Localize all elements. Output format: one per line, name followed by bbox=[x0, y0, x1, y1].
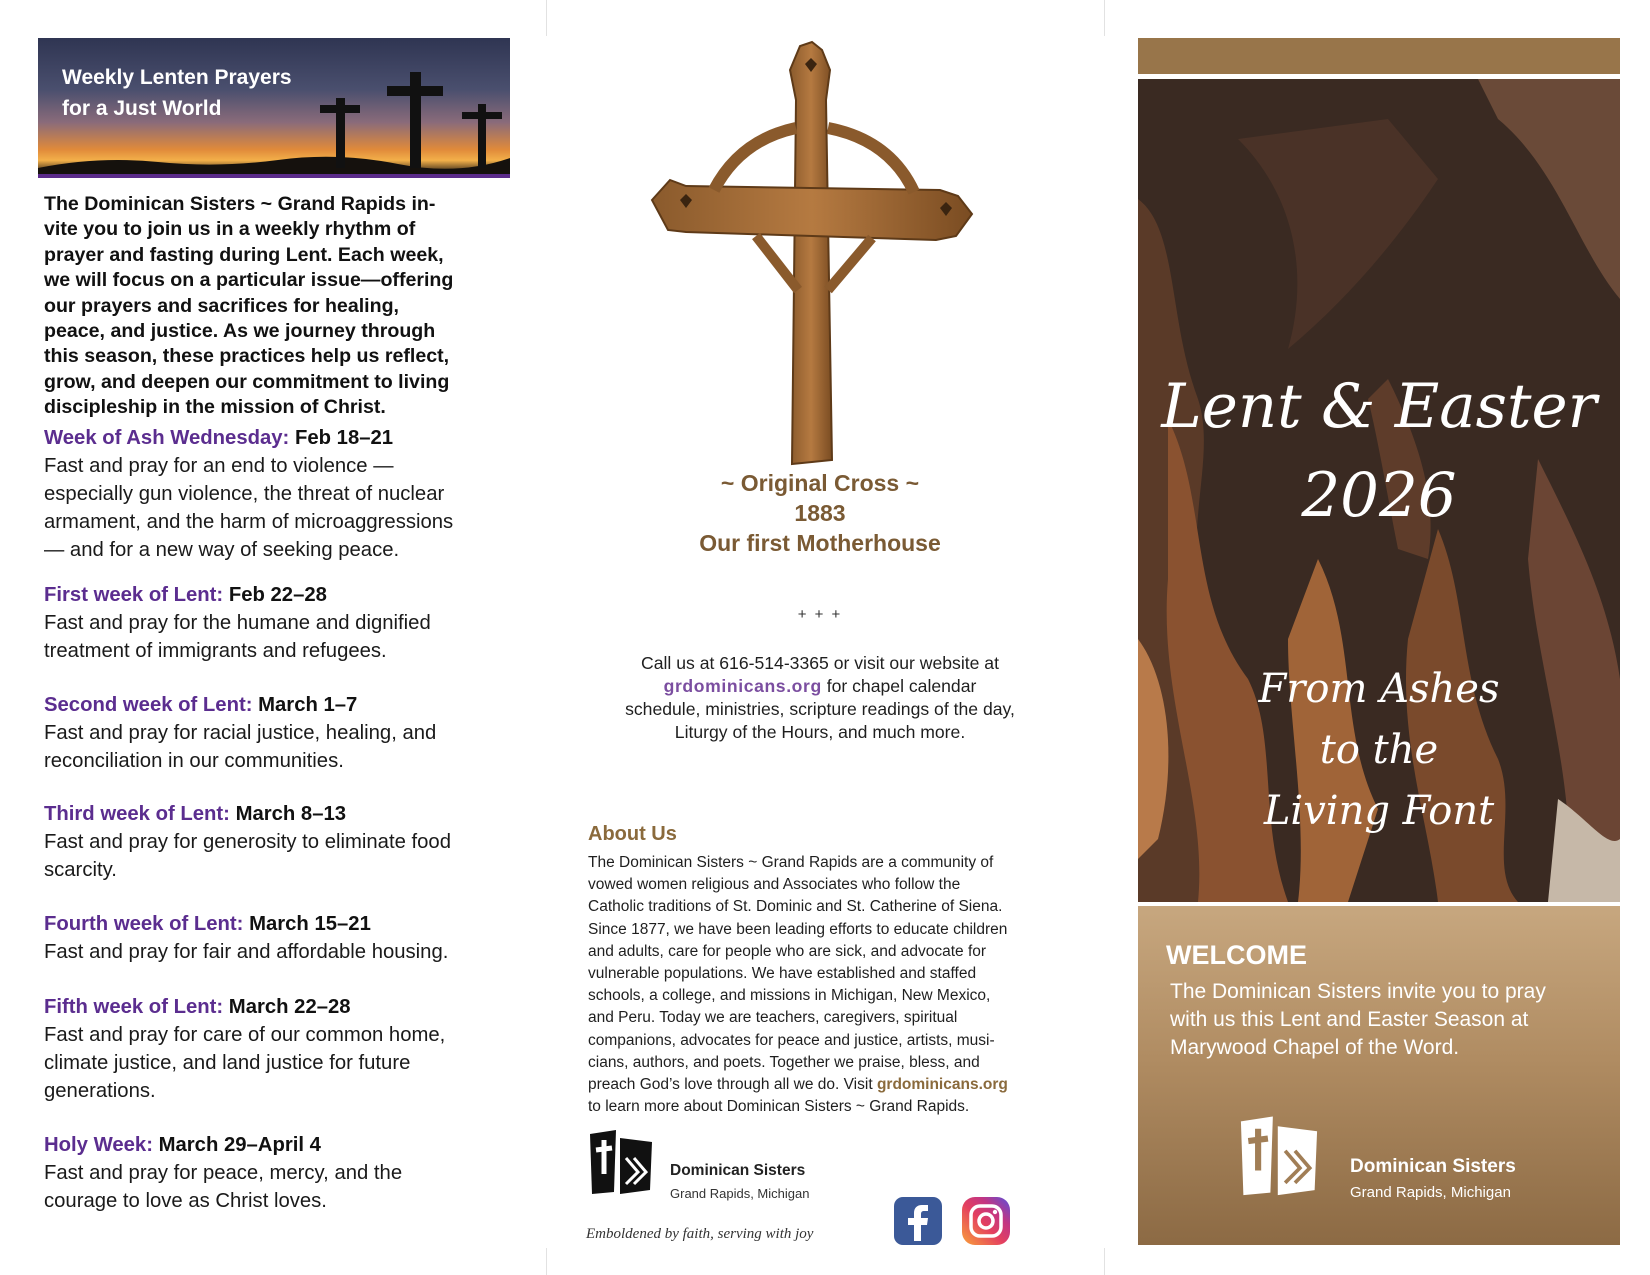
dominican-sisters-logo-icon bbox=[1236, 1114, 1322, 1200]
tagline: Emboldened by faith, serving with joy bbox=[586, 1226, 814, 1242]
contact-line: Liturgy of the Hours, and much more. bbox=[674, 722, 966, 742]
middle-panel bbox=[560, 0, 1080, 1275]
week-fifth-lent bbox=[44, 993, 514, 1105]
banner-title-line: for a Just World bbox=[62, 97, 222, 120]
caption-line: ~ Original Cross ~ bbox=[720, 470, 920, 496]
contact-info bbox=[560, 652, 1080, 744]
fold-line-bottom-2 bbox=[1104, 1248, 1105, 1275]
about-line: schools, a college, and missions in Michigan, New Mexico, bbox=[588, 987, 991, 1005]
week-name: Third week of Lent: bbox=[44, 803, 230, 825]
week-text-line: armament, and the harm of microaggressions bbox=[44, 511, 454, 533]
week-name: Second week of Lent: bbox=[44, 694, 253, 716]
original-cross-image bbox=[640, 40, 980, 480]
week-dates: Feb 18–21 bbox=[294, 427, 394, 449]
intro-line: discipleship in the mission of Christ. bbox=[44, 396, 386, 419]
about-paragraph bbox=[588, 852, 1058, 1118]
week-second-lent bbox=[44, 691, 514, 775]
week-text-line: especially gun violence, the threat of nuclear bbox=[44, 483, 445, 505]
week-text-line: climate justice, and land justice for future bbox=[44, 1052, 411, 1074]
week-name: Fifth week of Lent: bbox=[44, 996, 224, 1018]
welcome-heading: WELCOME bbox=[1166, 940, 1307, 970]
about-line: Catholic traditions of St. Dominic and St. Catherine of Siena. bbox=[588, 898, 1003, 916]
week-text-line: Fast and pray for care of our common home, bbox=[44, 1024, 446, 1046]
week-third-lent bbox=[44, 800, 514, 884]
week-text-line: Fast and pray for racial justice, healing, and bbox=[44, 722, 437, 744]
week-first-lent bbox=[44, 581, 514, 665]
left-panel bbox=[38, 0, 510, 1275]
about-line: vulnerable populations. We have established and staffed bbox=[588, 965, 977, 983]
week-name: Week of Ash Wednesday: bbox=[44, 427, 290, 449]
week-text-line: reconciliation in our communities. bbox=[44, 750, 344, 772]
about-line: to learn more about Dominican Sisters ~ Grand Rapids. bbox=[588, 1098, 970, 1116]
intro-line: this season, these practices help us reflect, bbox=[44, 345, 450, 368]
contact-line: schedule, ministries, scripture readings of the day, bbox=[625, 699, 1015, 719]
fold-line-bottom-1 bbox=[546, 1248, 547, 1275]
week-dates: March 22–28 bbox=[228, 996, 351, 1018]
about-line: cians, authors, and poets. Together we praise, bless, and bbox=[588, 1053, 980, 1071]
week-text-line: Fast and pray for an end to violence — bbox=[44, 455, 394, 477]
intro-line: we will focus on a particular issue—offering bbox=[44, 269, 454, 292]
week-text-line: Fast and pray for fair and affordable housing. bbox=[44, 941, 449, 963]
about-line: and adults, care for people who are sick, and advocate for bbox=[588, 942, 987, 960]
caption-line: Our first Motherhouse bbox=[699, 530, 941, 556]
fold-line-top-2 bbox=[1104, 0, 1105, 36]
about-heading: About Us bbox=[588, 823, 677, 845]
logo-name: Dominican Sisters bbox=[670, 1162, 806, 1179]
logo-location: Grand Rapids, Michigan bbox=[1350, 1184, 1511, 1201]
week-dates: March 8–13 bbox=[235, 803, 347, 825]
week-dates: March 29–April 4 bbox=[158, 1134, 321, 1156]
welcome-line: Marywood Chapel of the Word. bbox=[1170, 1036, 1460, 1059]
about-line: companions, advocates for peace and justice, artists, musi- bbox=[588, 1031, 995, 1049]
week-text-line: courage to love as Christ loves. bbox=[44, 1190, 327, 1212]
week-ash-wednesday bbox=[44, 424, 514, 564]
week-text-line: — and for a new way of seeking peace. bbox=[44, 539, 400, 561]
cover-title bbox=[1138, 362, 1620, 540]
week-dates: March 1–7 bbox=[258, 694, 358, 716]
intro-line: prayer and fasting during Lent. Each week, bbox=[44, 243, 444, 266]
intro-line: vite you to join us in a weekly rhythm of bbox=[44, 218, 416, 241]
website-link[interactable]: grdominicans.org bbox=[663, 676, 822, 696]
logo-location: Grand Rapids, Michigan bbox=[670, 1186, 810, 1201]
welcome-box bbox=[1138, 906, 1620, 1245]
contact-line-rest: for chapel calendar bbox=[821, 676, 977, 696]
facebook-icon[interactable] bbox=[894, 1197, 942, 1245]
week-text-line: scarcity. bbox=[44, 859, 117, 881]
cover-subtitle bbox=[1138, 659, 1620, 842]
week-fourth-lent bbox=[44, 910, 514, 966]
week-text-line: treatment of immigrants and refugees. bbox=[44, 640, 387, 662]
intro-line: grow, and deepen our commitment to living bbox=[44, 370, 450, 393]
about-line: and Peru. Today we are teachers, caregivers, spiritual bbox=[588, 1009, 958, 1027]
week-text-line: Fast and pray for generosity to eliminate food bbox=[44, 831, 451, 853]
welcome-text bbox=[1170, 978, 1610, 1062]
cover-title-line: Lent & Easter bbox=[1161, 371, 1597, 442]
intro-line: peace, and justice. As we journey through bbox=[44, 320, 436, 343]
separator: + + + bbox=[797, 606, 843, 623]
about-line: The Dominican Sisters ~ Grand Rapids are a community of bbox=[588, 854, 994, 871]
right-panel bbox=[1138, 0, 1620, 1275]
cover-title-line: 2026 bbox=[1301, 460, 1457, 531]
dominican-sisters-logo-icon bbox=[586, 1128, 656, 1198]
week-holy-week bbox=[44, 1131, 514, 1215]
week-text-line: generations. bbox=[44, 1080, 156, 1102]
cover-subtitle-line: Living Font bbox=[1263, 788, 1495, 834]
week-dates: Feb 22–28 bbox=[228, 584, 327, 606]
about-line: vowed women religious and Associates who follow the bbox=[588, 876, 961, 894]
week-name: Fourth week of Lent: bbox=[44, 913, 244, 935]
about-line: preach God’s love through all we do. Visit bbox=[588, 1076, 877, 1094]
cross-caption bbox=[560, 468, 1080, 558]
caption-line: 1883 bbox=[794, 500, 846, 526]
contact-line: Call us at 616-514-3365 or visit our website at bbox=[641, 653, 999, 673]
welcome-line: with us this Lent and Easter Season at bbox=[1170, 1008, 1529, 1031]
cover-top-bar bbox=[1138, 38, 1620, 74]
instagram-icon[interactable] bbox=[962, 1197, 1010, 1245]
banner-image bbox=[38, 38, 510, 178]
about-line: Since 1877, we have been leading efforts to educate children bbox=[588, 920, 1008, 938]
fold-line-top-1 bbox=[546, 0, 547, 36]
week-text-line: Fast and pray for the humane and dignified bbox=[44, 612, 431, 634]
cover-subtitle-line: to the bbox=[1319, 727, 1439, 773]
logo-name: Dominican Sisters bbox=[1350, 1156, 1516, 1177]
week-text-line: Fast and pray for peace, mercy, and the bbox=[44, 1162, 403, 1184]
about-website-link[interactable]: grdominicans.org bbox=[876, 1076, 1008, 1094]
banner-title-line: Weekly Lenten Prayers bbox=[62, 66, 292, 89]
banner-title bbox=[62, 62, 362, 124]
welcome-line: The Dominican Sisters invite you to pray bbox=[1170, 980, 1546, 1003]
cover-subtitle-line: From Ashes bbox=[1258, 666, 1500, 712]
week-name: First week of Lent: bbox=[44, 584, 224, 606]
intro-paragraph bbox=[44, 192, 510, 421]
cover-image bbox=[1138, 79, 1620, 902]
intro-line: our prayers and sacrifices for healing, bbox=[44, 294, 399, 317]
week-name: Holy Week: bbox=[44, 1134, 153, 1156]
week-dates: March 15–21 bbox=[249, 913, 371, 935]
intro-line: The Dominican Sisters ~ Grand Rapids in- bbox=[44, 193, 436, 215]
